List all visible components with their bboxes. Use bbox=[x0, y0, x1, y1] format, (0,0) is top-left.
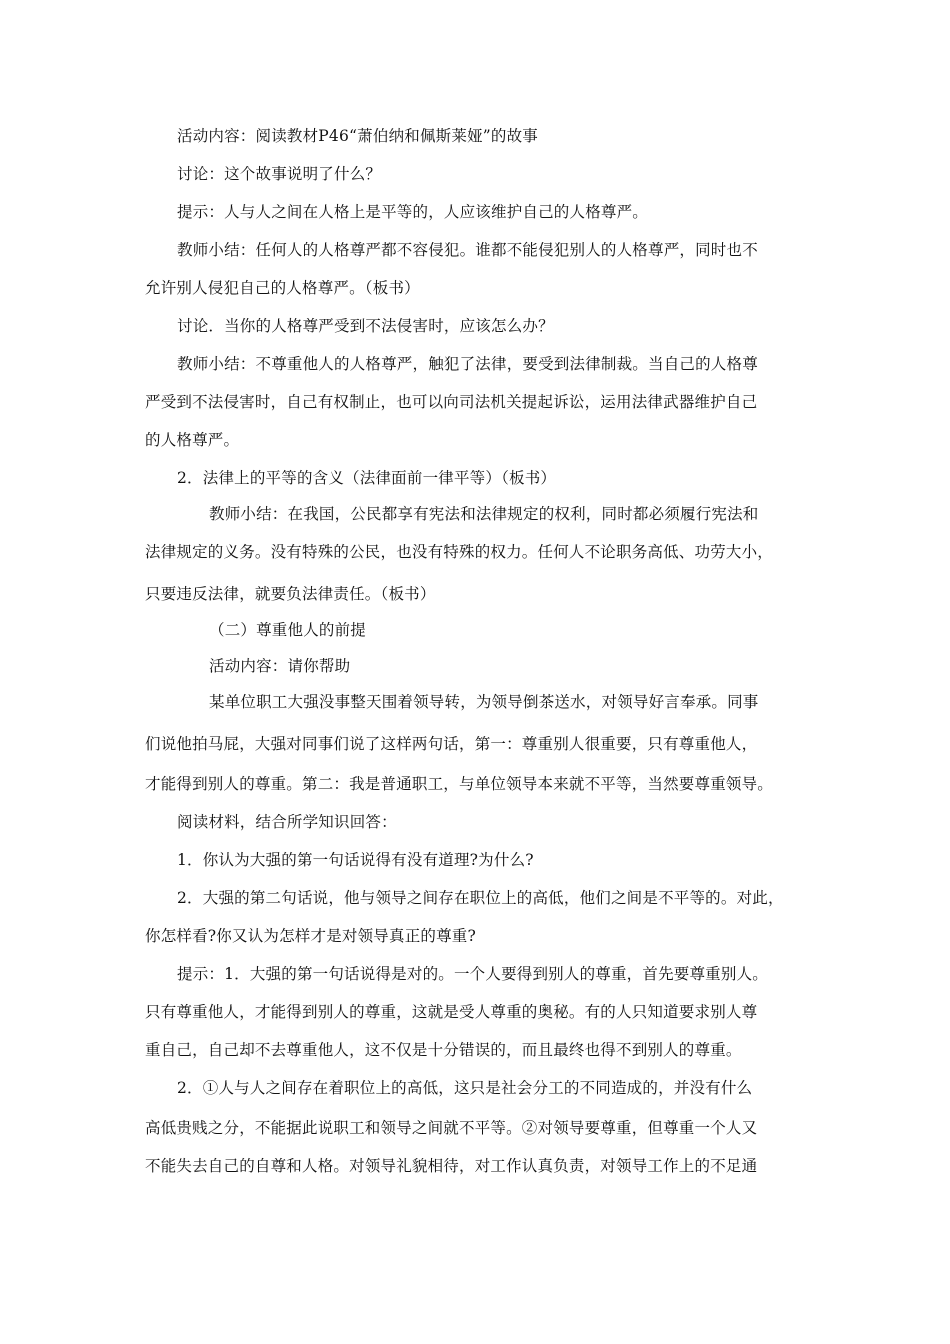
question-line: 你怎样看?你又认为怎样才是对领导真正的尊重? bbox=[145, 927, 477, 945]
activity-content-line: 活动内容：请你帮助 bbox=[209, 657, 351, 675]
section-heading: 2．法律上的平等的含义（法律面前一律平等）（板书） bbox=[177, 469, 557, 487]
answer-line: 高低贵贱之分，不能据此说职工和领导之间就不平等。②对领导要尊重，但尊重一个人又 bbox=[145, 1119, 758, 1137]
hint-line: 只有尊重他人，才能得到别人的尊重，这就是受人尊重的奥秘。有的人只知道要求别人尊 bbox=[145, 1003, 758, 1021]
text-line: 法律规定的义务。没有特殊的公民，也没有特殊的权力。任何人不论职务高低、功劳大小， bbox=[145, 543, 774, 561]
text-line: 只要违反法律，就要负法律责任。（板书） bbox=[145, 585, 436, 603]
teacher-summary-line: 教师小结：不尊重他人的人格尊严，触犯了法律，要受到法律制裁。当自己的人格尊 bbox=[177, 355, 758, 373]
material-line: 某单位职工大强没事整天围着领导转，为领导倒茶送水，对领导好言奉承。同事 bbox=[209, 693, 759, 711]
instruction-line: 阅读材料，结合所学知识回答： bbox=[177, 813, 397, 831]
text-line: 严受到不法侵害时，自己有权制止，也可以向司法机关提起诉讼，运用法律武器维护自己 bbox=[145, 393, 758, 411]
material-line: 们说他拍马屁，大强对同事们说了这样两句话，第一：尊重别人很重要，只有尊重他人， bbox=[145, 735, 758, 753]
section-heading: （二）尊重他人的前提 bbox=[209, 621, 367, 639]
material-line: 才能得到别人的尊重。第二：我是普通职工，与单位领导本来就不平等，当然要尊重领导。 bbox=[145, 775, 774, 793]
discussion-question-line: 讨论：这个故事说明了什么？ bbox=[177, 165, 382, 183]
activity-content-line: 活动内容：阅读教材P46“萧伯纳和佩斯莱娅”的故事 bbox=[177, 127, 539, 145]
discussion-line: 讨论．当你的人格尊严受到不法侵害时，应该怎么办？ bbox=[177, 317, 554, 335]
hint-line: 提示：1．大强的第一句话说得是对的。一个人要得到别人的尊重，首先要尊重别人。 bbox=[177, 965, 768, 983]
text-line: 的人格尊严。 bbox=[145, 431, 240, 449]
answer-line: 2．①人与人之间存在着职位上的高低，这只是社会分工的不同造成的，并没有什么 bbox=[177, 1079, 753, 1097]
question-line: 2．大强的第二句话说，他与领导之间存在职位上的高低，他们之间是不平等的。对此， bbox=[177, 889, 784, 907]
text-line: 允许别人侵犯自己的人格尊严。（板书） bbox=[145, 279, 420, 297]
teacher-summary-line: 教师小结：在我国，公民都享有宪法和法律规定的权利，同时都必须履行宪法和 bbox=[209, 505, 759, 523]
question-line: 1．你认为大强的第一句话说得有没有道理?为什么? bbox=[177, 851, 534, 869]
hint-line: 提示：人与人之间在人格上是平等的，人应该维护自己的人格尊严。 bbox=[177, 203, 649, 221]
hint-line: 重自己，自己却不去尊重他人，这不仅是十分错误的，而且最终也得不到别人的尊重。 bbox=[145, 1041, 742, 1059]
answer-line: 不能失去自己的自尊和人格。对领导礼貌相待，对工作认真负责，对领导工作上的不足通 bbox=[145, 1157, 758, 1175]
teacher-summary-line: 教师小结：任何人的人格尊严都不容侵犯。谁都不能侵犯别人的人格尊严，同时也不 bbox=[177, 241, 758, 259]
